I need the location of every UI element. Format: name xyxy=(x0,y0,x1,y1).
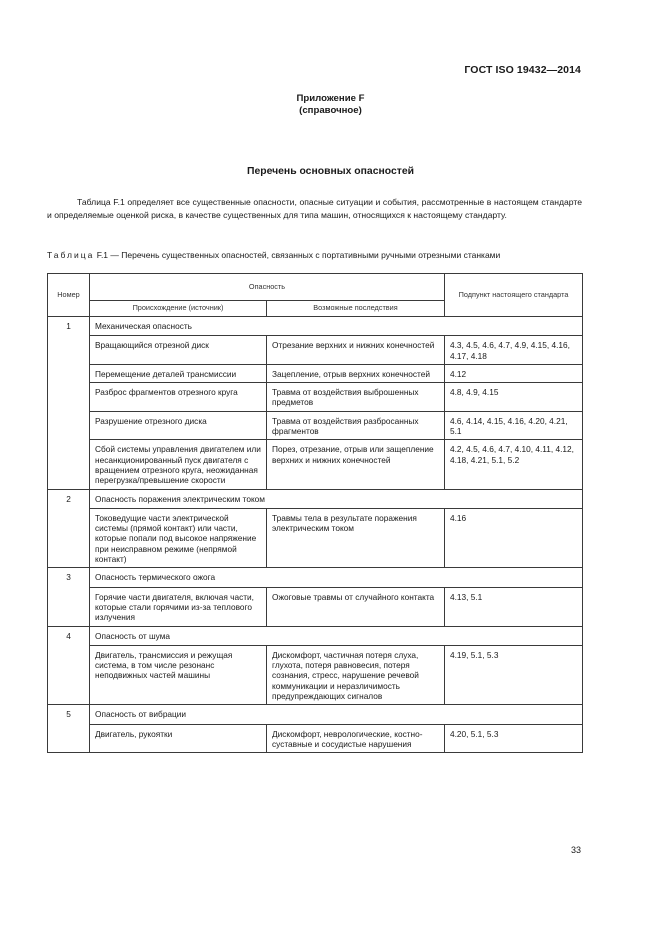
table-row xyxy=(48,645,583,704)
table-caption-text: F.1 — Перечень существенных опасностей, связанных с портативными ручными отрезными станками xyxy=(94,250,501,260)
page-title: Перечень основных опасностей xyxy=(247,166,414,177)
consequence-cell: Зацепление, отрыв верхних конечностей xyxy=(267,364,445,382)
header-consequences: Возможные последствия xyxy=(267,301,445,317)
consequence-cell: Ожоговые травмы от случайного контакта xyxy=(267,587,445,626)
consequence-cell: Отрезание верхних и нижних конечностей xyxy=(267,336,445,365)
table-row xyxy=(48,568,583,587)
page-number: 33 xyxy=(570,845,581,855)
table-row xyxy=(48,489,583,508)
origin-cell: Токоведущие части электрической системы (прямой контакт) или части, которые попали под высокое напряжение при неисправном режиме (непрямой контакт) xyxy=(90,508,267,567)
clause-cell: 4.13, 5.1 xyxy=(445,587,583,626)
header-hazard: Опасность xyxy=(90,274,445,301)
group-title: Опасность поражения электрическим током xyxy=(90,489,583,508)
table-row xyxy=(48,317,583,336)
header-number: Номер xyxy=(48,274,90,317)
consequence-cell: Травма от воздействия разбросанных фрагментов xyxy=(267,411,445,440)
table-caption xyxy=(47,250,500,260)
consequence-cell: Дискомфорт, неврологические, костно-суставные и сосудистые нарушения xyxy=(267,724,445,753)
origin-cell: Вращающийся отрезной диск xyxy=(90,336,267,365)
clause-cell: 4.2, 4.5, 4.6, 4.7, 4.10, 4.11, 4.12, 4.18, 4.21, 5.1, 5.2 xyxy=(445,440,583,489)
group-number: 3 xyxy=(48,568,90,626)
group-title: Механическая опасность xyxy=(90,317,583,336)
table-row xyxy=(48,587,583,626)
table-caption-label: Таблица xyxy=(47,250,95,260)
consequence-cell: Травма от воздействия выброшенных предметов xyxy=(267,383,445,412)
origin-cell: Горячие части двигателя, включая части, которые стали горячими из-за теплового излучения xyxy=(90,587,267,626)
consequence-cell: Порез, отрезание, отрыв или защепление верхних и нижних конечностей xyxy=(267,440,445,489)
clause-cell: 4.16 xyxy=(445,508,583,567)
table-row xyxy=(48,383,583,412)
table-row xyxy=(48,364,583,382)
group-number: 5 xyxy=(48,705,90,753)
consequence-cell: Травмы тела в результате поражения электрическим током xyxy=(267,508,445,567)
group-number: 2 xyxy=(48,489,90,568)
origin-cell: Сбой системы управления двигателем или несанкционированный пуск двигателя с вращением отрезного круга, неожиданная перегрузка/превышение скорости xyxy=(90,440,267,489)
group-title: Опасность термического ожога xyxy=(90,568,583,587)
table-row xyxy=(48,440,583,489)
clause-cell: 4.12 xyxy=(445,364,583,382)
table-row xyxy=(48,336,583,365)
intro-paragraph: Таблица F.1 определяет все существенные опасности, опасные ситуации и события, рассмотренные в настоящем стандарте и определяемые оценкой риска, в качестве существенных для типа машин, относящихся к настоящему стандарту. xyxy=(47,197,582,220)
clause-cell: 4.20, 5.1, 5.3 xyxy=(445,724,583,753)
standard-designation: ГОСТ ISO 19432—2014 xyxy=(464,64,581,76)
origin-cell: Двигатель, трансмиссия и режущая система, в том числе резонанс неподвижных частей машины xyxy=(90,645,267,704)
origin-cell: Разброс фрагментов отрезного круга xyxy=(90,383,267,412)
clause-cell: 4.6, 4.14, 4.15, 4.16, 4.20, 4.21, 5.1 xyxy=(445,411,583,440)
clause-cell: 4.8, 4.9, 4.15 xyxy=(445,383,583,412)
table-row xyxy=(48,705,583,724)
origin-cell: Разрушение отрезного диска xyxy=(90,411,267,440)
clause-cell: 4.19, 5.1, 5.3 xyxy=(445,645,583,704)
table-row xyxy=(48,626,583,645)
group-title: Опасность от вибрации xyxy=(90,705,583,724)
consequence-cell: Дискомфорт, частичная потеря слуха, глухота, потеря равновесия, потеря сознания, стресс, нарушение речевой коммуникации и неразличимость предупреждающих сигналов xyxy=(267,645,445,704)
clause-cell: 4.3, 4.5, 4.6, 4.7, 4.9, 4.15, 4.16, 4.17, 4.18 xyxy=(445,336,583,365)
hazards-table xyxy=(47,273,583,753)
origin-cell: Двигатель, рукоятки xyxy=(90,724,267,753)
annex-subtitle: (справочное) xyxy=(299,105,362,116)
origin-cell: Перемещение деталей трансмиссии xyxy=(90,364,267,382)
table-row xyxy=(48,724,583,753)
header-clause: Подпункт настоящего стандарта xyxy=(445,274,583,317)
header-origin: Происхождение (источник) xyxy=(90,301,267,317)
table-row xyxy=(48,508,583,567)
group-number: 1 xyxy=(48,317,90,490)
annex-title: Приложение F xyxy=(296,93,365,104)
group-number: 4 xyxy=(48,626,90,705)
group-title: Опасность от шума xyxy=(90,626,583,645)
table-row xyxy=(48,411,583,440)
